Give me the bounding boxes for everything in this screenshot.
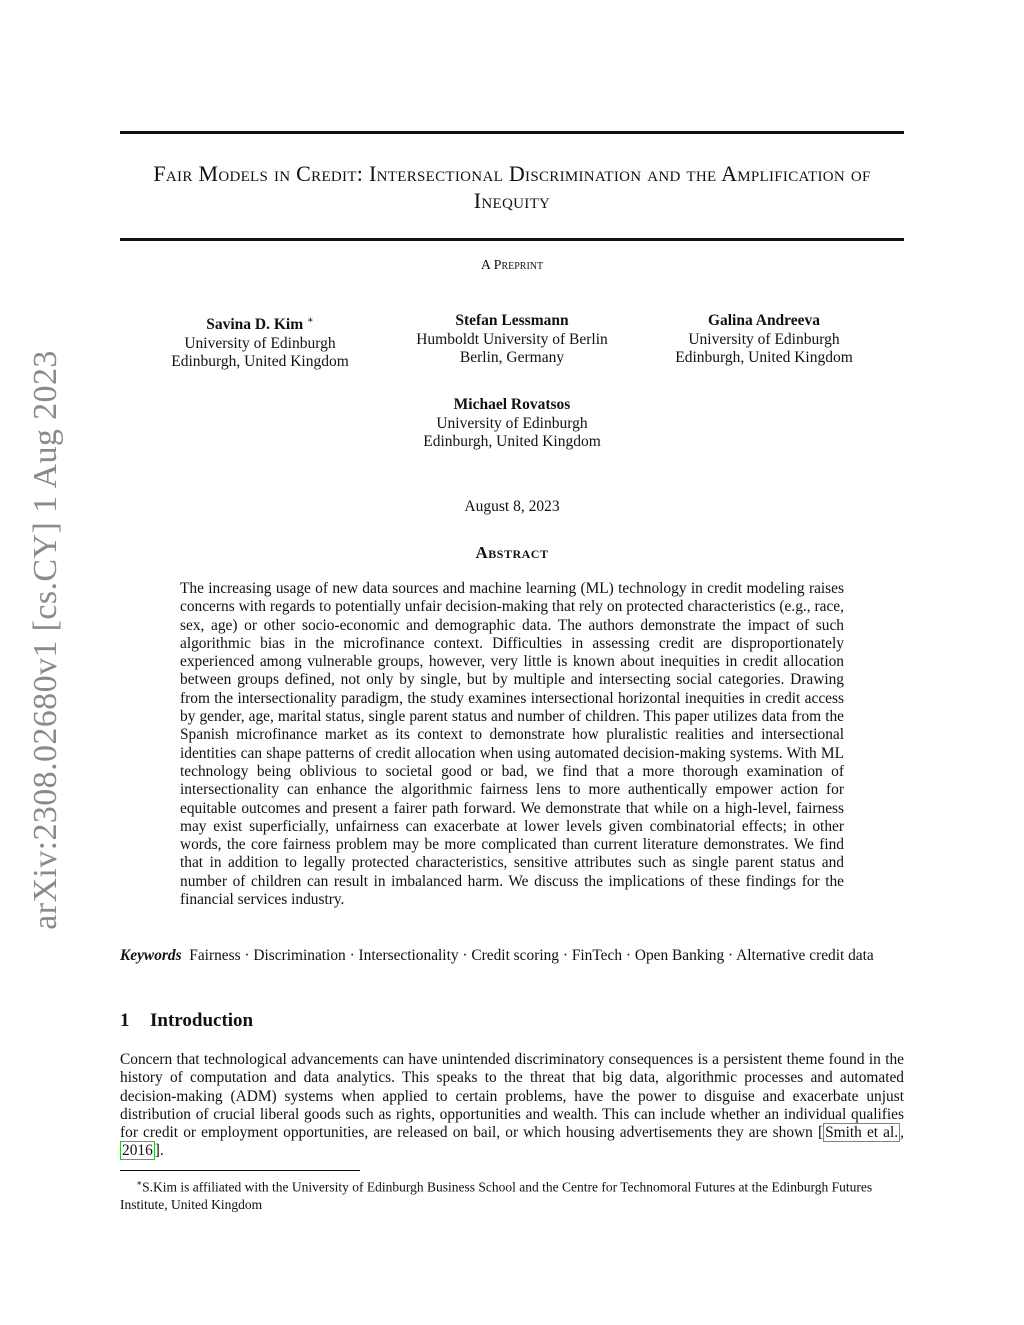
citation-separator: ,	[900, 1124, 904, 1142]
title-bottom-rule	[120, 238, 904, 241]
abstract-heading: Abstract	[475, 543, 549, 562]
introduction-text-end: ].	[154, 1142, 164, 1160]
introduction-text: Concern that technological advancements can have unintended discriminatory consequences is a persistent theme found in the history of computation and data analytics. This speaks to the threat that big data, algorithmic processes and automated decision-making (ADM) systems when applied to certain problems, have the power to disguise and exacerbate unjust distribution of crucial liberal goods such as rights, opportunities and wealth. This can include whether an individual qualifies for credit or employment opportunities, are released on bail, or which housing advertisements they are shown [	[120, 1051, 904, 1142]
author-block	[654, 312, 874, 368]
citation-link-year[interactable]: 2016	[122, 1142, 153, 1160]
paper-title: Fair Models in Credit: Intersectional Discrimination and the Amplification of Inequity	[153, 161, 871, 213]
publication-date: August 8, 2023	[464, 498, 560, 515]
author-block	[392, 312, 632, 368]
author-name: Stefan Lessmann	[455, 312, 569, 329]
footnote-text: S.Kim is affiliated with the University of Edinburgh Business School and the Centre for Technomoral Futures at the Edinburgh Futures Institute, United Kingdom	[120, 1179, 873, 1212]
author-location: Edinburgh, United Kingdom	[423, 433, 601, 450]
introduction-paragraph	[120, 1051, 904, 1161]
author-name: Savina D. Kim	[206, 316, 304, 334]
arxiv-identifier-stamp: arXiv:2308.02680v1 [cs.CY] 1 Aug 2023	[27, 350, 64, 930]
author-location: Edinburgh, United Kingdom	[171, 353, 349, 371]
author-affiliation: University of Edinburgh	[436, 414, 588, 432]
footnote-rule	[120, 1170, 360, 1171]
author-affiliation: University of Edinburgh	[688, 330, 840, 348]
footnote	[120, 1175, 904, 1213]
author-location: Edinburgh, United Kingdom	[675, 349, 853, 366]
keywords-label: Keywords	[120, 947, 182, 964]
footnote-marker[interactable]: ∗	[306, 315, 314, 326]
author-block	[392, 396, 632, 452]
author-name: Michael Rovatsos	[453, 396, 571, 413]
author-location: Berlin, Germany	[459, 349, 565, 366]
keywords-list: Fairness · Discrimination · Intersectionality · Credit scoring · FinTech · Open Banking · Alternative credit data	[189, 947, 874, 964]
section-title: Introduction	[150, 1010, 254, 1031]
author-name: Galina Andreeva	[707, 312, 821, 329]
author-affiliation: Humboldt University of Berlin	[416, 330, 608, 348]
title-top-rule	[120, 131, 904, 134]
preprint-label: A Preprint	[480, 258, 544, 273]
author-block	[150, 312, 370, 372]
author-affiliation: University of Edinburgh	[184, 334, 336, 352]
footnote-mark: ∗	[136, 1178, 143, 1188]
section-number: 1	[120, 1010, 130, 1031]
section-heading-introduction	[120, 1010, 253, 1032]
abstract-text: The increasing usage of new data sources and machine learning (ML) technology in credit modeling raises concerns with regards to potentially unfair decision-making that rely on protected characteristics (e.g., race, sex, age) or other socio-economic and demographic data. The authors demonstrate the impact of such algorithmic bias in the microfinance context. Difficulties in assessing credit are disproportionately experienced among vulnerable groups, however, very little is known about inequities in credit allocation between groups defined, not only by single, but by multiple and intersecting social categories. Drawing from the intersectionality paradigm, the study examines intersectional horizontal inequities in credit access by gender, age, marital status, single parent status and number of children. This paper utilizes data from the Spanish microfinance market as its context to demonstrate how pluralistic realities and intersectional identities can shape patterns of credit allocation when using automated decision-making systems. With ML technology being oblivious to societal good or bad, we find that a more thorough examination of intersectionality can enhance the algorithmic fairness lens to more authentically empower action for equitable outcomes and present a fairer path forward. We demonstrate that while on a high-level, fairness may exist superficially, unfairness can exacerbate at lower levels given combinatorial effects; in other words, the core fairness problem may be more complicated than current literature demonstrates. We find that in addition to legally protected characteristics, sensitive attributes such as single parent status and number of children can result in imbalanced harm. We discuss the implications of these findings for the financial services industry.	[180, 580, 844, 909]
citation-link-author[interactable]: Smith et al.	[825, 1124, 899, 1142]
keywords	[120, 947, 904, 965]
